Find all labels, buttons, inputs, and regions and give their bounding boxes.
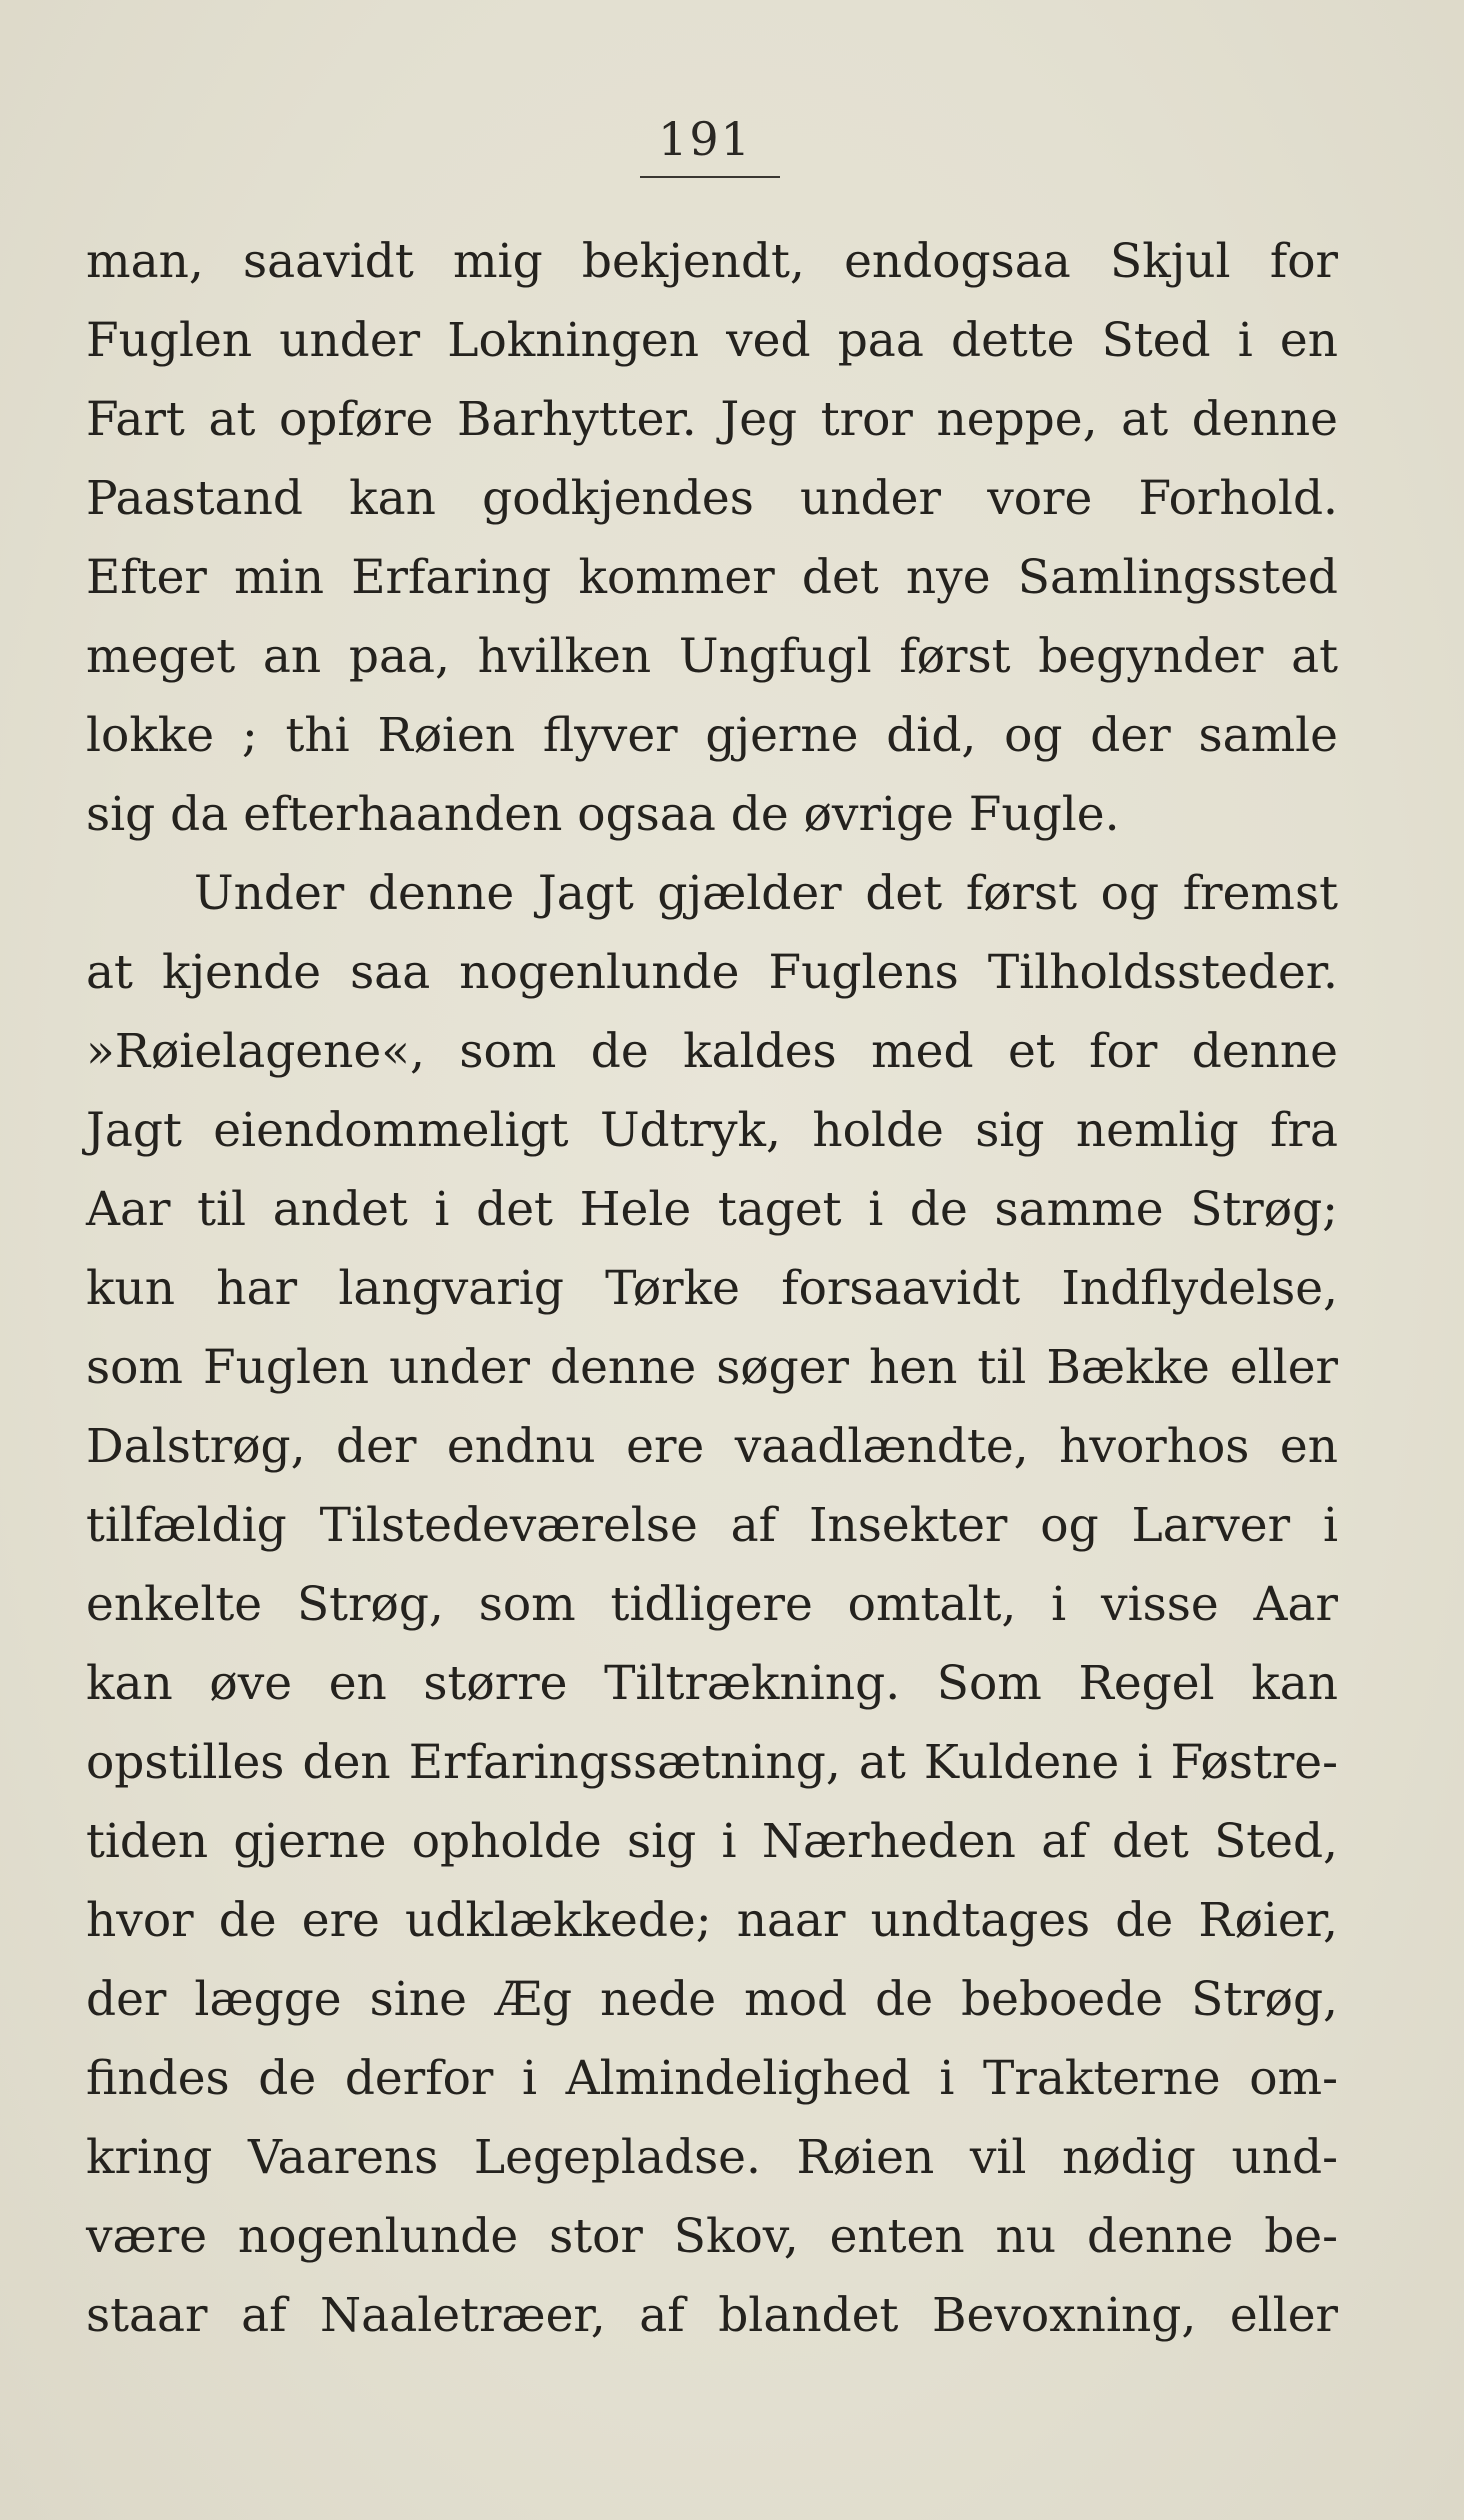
page-number: 191 [658,112,752,166]
text-line: meget an paa, hvilken Ungfugl først begynder at [86,629,1338,684]
text-line: som Fuglen under denne søger hen til Bække eller [86,1340,1338,1395]
paragraph [86,854,1338,2355]
text-line: lokke ; thi Røien flyver gjerne did, og der samle [86,708,1338,763]
text-line: »Røielagene«, som de kaldes med et for denne [86,1024,1338,1079]
text-line: findes de derfor i Almindelighed i Trakterne om- [86,2051,1338,2106]
text-line: der lægge sine Æg nede mod de beboede Strøg, [86,1972,1338,2027]
text-line: Under denne Jagt gjælder det først og fremst [194,866,1338,921]
text-line: man, saavidt mig bekjendt, endogsaa Skjul for [86,234,1338,289]
paragraph [86,222,1338,854]
text-line: enkelte Strøg, som tidligere omtalt, i visse Aar [86,1577,1338,1632]
text-line: Jagt eiendommeligt Udtryk, holde sig nemlig fra [86,1103,1338,1158]
text-line: tiden gjerne opholde sig i Nærheden af det Sted, [86,1814,1338,1869]
text-line: Fuglen under Lokningen ved paa dette Sted i en [86,313,1338,368]
page-number-rule [640,176,780,178]
text-line: Fart at opføre Barhytter. Jeg tror neppe, at denne [86,392,1338,447]
text-line: Dalstrøg, der endnu ere vaadlændte, hvorhos en [86,1419,1338,1474]
body-text [86,222,1338,2355]
text-line: være nogenlunde stor Skov, enten nu denne be- [86,2209,1338,2264]
text-line: Efter min Erfaring kommer det nye Samlingssted [86,550,1338,605]
text-line: at kjende saa nogenlunde Fuglens Tilholdssteder. [86,945,1338,1000]
text-line: kring Vaarens Legepladse. Røien vil nødig und- [86,2130,1338,2185]
text-line: staar af Naaletræer, af blandet Bevoxning, eller [86,2288,1338,2343]
text-line: Aar til andet i det Hele taget i de samme Strøg; [86,1182,1338,1237]
text-line: kun har langvarig Tørke forsaavidt Indflydelse, [86,1261,1338,1316]
text-line: opstilles den Erfaringssætning, at Kuldene i Føstre- [86,1735,1338,1790]
text-line: tilfældig Tilstedeværelse af Insekter og Larver i [86,1498,1338,1553]
text-line: kan øve en større Tiltrækning. Som Regel kan [86,1656,1338,1711]
text-line: sig da efterhaanden ogsaa de øvrige Fugle. [86,787,1120,842]
text-line: hvor de ere udklækkede; naar undtages de Røier, [86,1893,1338,1948]
text-line: Paastand kan godkjendes under vore Forhold. [86,471,1338,526]
